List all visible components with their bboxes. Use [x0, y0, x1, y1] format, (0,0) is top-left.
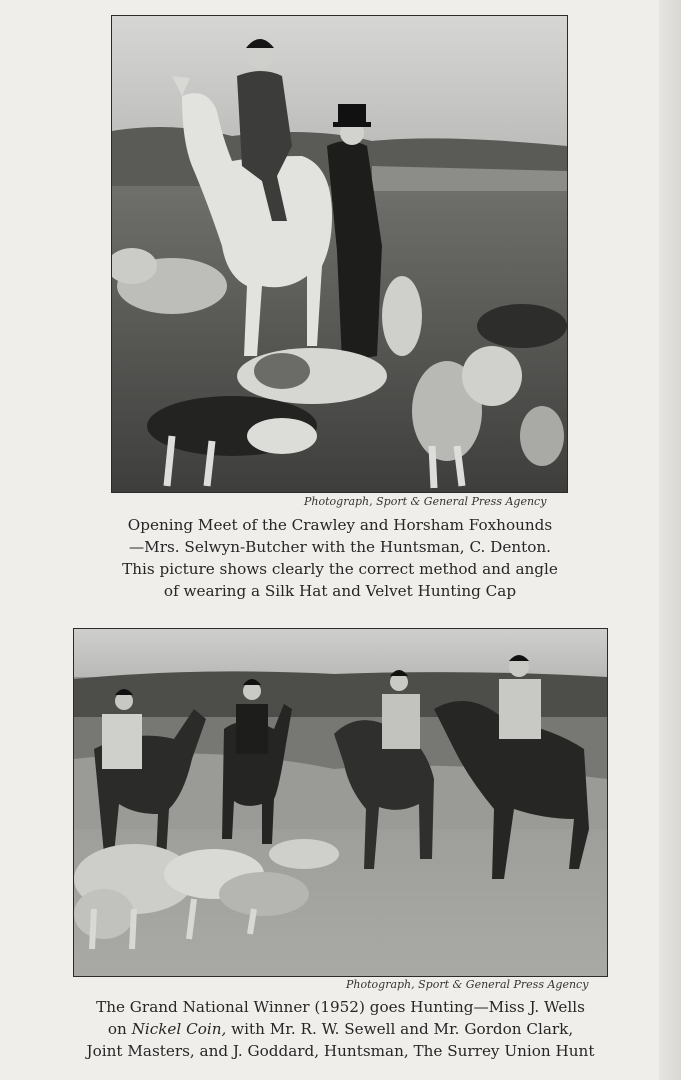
caption-line: —Mrs. Selwyn-Butcher with the Huntsman, C. Denton. — [128, 538, 551, 556]
photo-credit: Photograph, Sport & General Press Agency — [346, 978, 589, 991]
horse-name: Nickel Coin, — [131, 1020, 227, 1038]
photo-caption — [62, 996, 619, 1062]
caption-line: The Grand National Winner (1952) goes Hunting—Miss J. Wells — [96, 998, 585, 1016]
photo-surrey-union-hunt — [73, 628, 608, 977]
caption-line: This picture shows clearly the correct method and angle — [122, 560, 558, 578]
caption-text: on — [107, 1020, 132, 1038]
page-edge — [659, 0, 681, 1080]
photo-crawley-horsham-meet — [111, 15, 568, 493]
photo-credit: Photograph, Sport & General Press Agency — [304, 495, 547, 508]
photo-caption — [100, 514, 580, 602]
caption-line: of wearing a Silk Hat and Velvet Hunting Cap — [163, 582, 517, 600]
caption-line — [62, 1018, 619, 1040]
caption-line: Opening Meet of the Crawley and Horsham Foxhounds — [127, 516, 553, 534]
caption-line: Joint Masters, and J. Goddard, Huntsman, The Surrey Union Hunt — [86, 1042, 595, 1060]
caption-text: with Mr. R. W. Sewell and Mr. Gordon Clark, — [226, 1020, 574, 1038]
